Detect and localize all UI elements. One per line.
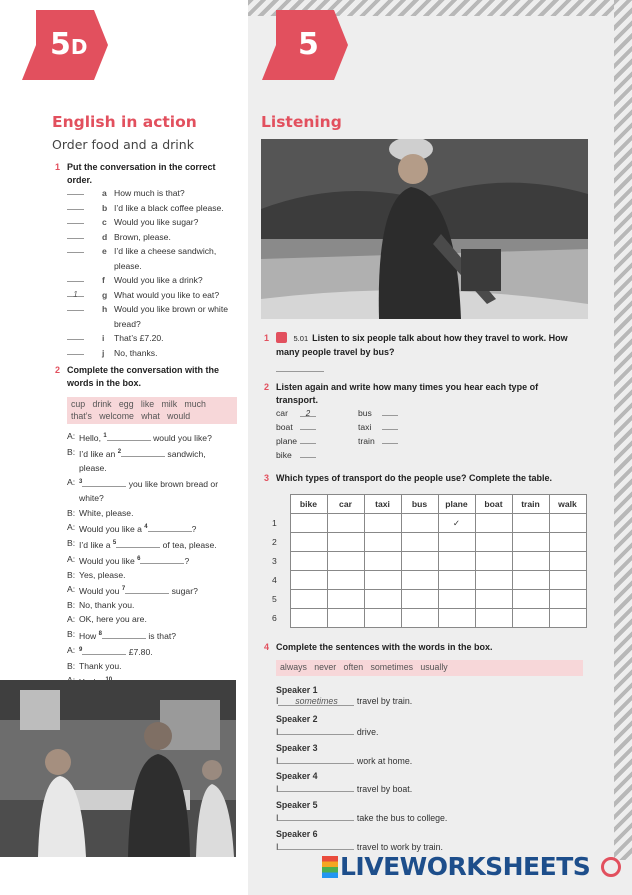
order-item [67,244,242,259]
exercise-1-list [67,186,242,360]
table-cell[interactable] [290,571,327,590]
count-answer-field[interactable] [382,420,398,430]
table-header: car [327,495,364,514]
item-text: That’s £7.20. [114,333,164,343]
transport-table [270,494,587,628]
table-cell[interactable] [364,590,401,609]
table-cell[interactable]: ✓ [438,514,475,533]
dialogue-line: B: Thank you. [67,660,122,671]
table-cell[interactable] [327,590,364,609]
listening-exercise-4: 4 Complete the sentences with the words in the box. [264,642,493,652]
table-cell[interactable] [549,571,586,590]
transport-count-col1 [276,406,316,462]
word-box-right: always never often sometimes usually [276,660,583,676]
liveworksheets-logo: LIVEWORKSHEETS [322,852,621,881]
order-item [67,215,242,230]
order-answer-field[interactable] [67,302,84,311]
table-cell[interactable] [512,514,549,533]
dialogue-line: B: I’d like a $^5$ of tea, please. [67,537,217,550]
item-letter: d [102,231,108,242]
gap-field[interactable] [102,629,146,639]
table-cell[interactable] [438,571,475,590]
table-cell[interactable] [438,552,475,571]
unit-badge-left-label: 5D [50,27,88,62]
answer-field-bus[interactable] [276,358,324,372]
item-text: I’d like a cheese sandwich, [114,246,217,256]
right-stripe [614,0,632,860]
table-cell[interactable] [475,590,512,609]
gap-field[interactable] [125,584,169,594]
order-answer-field[interactable] [67,331,84,340]
item-letter: e [102,246,107,256]
cafe-photo [0,680,236,857]
table-cell[interactable] [512,609,549,628]
table-cell[interactable] [364,552,401,571]
table-cell[interactable] [364,514,401,533]
item-text: What would you like to eat? [114,289,220,300]
dialogue-line: B: White, please. [67,507,134,518]
table-header: bike [290,495,327,514]
table-cell[interactable] [327,571,364,590]
table-cell[interactable] [401,533,438,552]
order-answer-field[interactable] [67,201,84,210]
order-item-cont: please. [114,260,142,271]
order-item [67,331,242,346]
logo-mark-icon [322,856,338,878]
logo-pin-icon [601,857,621,877]
count-answer-field[interactable] [300,448,316,458]
order-item [67,288,242,303]
order-answer-field[interactable] [67,186,84,195]
gap-field[interactable] [121,447,165,457]
count-answer-field[interactable]: 2 [300,407,316,417]
order-answer-field[interactable] [67,346,84,355]
section-title-listening: Listening [261,113,342,131]
order-answer-field[interactable] [67,273,84,282]
table-cell[interactable] [512,571,549,590]
gap-field[interactable] [140,554,184,564]
listening-exercise-3: 3 Which types of transport do the people use? Complete the table. [264,473,553,483]
audio-icon[interactable] [276,332,287,343]
speaker-item: Speaker 3 I work at home. [276,742,413,766]
speaker-item: Speaker 5 I take the bus to college. [276,800,448,824]
order-answer-field[interactable] [67,215,84,224]
speaker-item: Speaker 4 I travel by boat. [276,771,413,795]
item-letter: i [102,333,105,343]
item-text: Would you like sugar? [114,217,199,227]
item-text: No, thanks. [114,347,158,358]
table-cell[interactable] [290,533,327,552]
dialogue-line: A: $^9$ £7.80. [67,644,153,657]
table-cell[interactable] [327,609,364,628]
dialogue-line: A: Would you like a $^4$ ? [67,521,197,534]
table-header: boat [475,495,512,514]
count-answer-field[interactable] [382,406,398,416]
table-cell[interactable] [364,533,401,552]
table-row: 2 [270,533,586,552]
item-letter: b [102,202,108,213]
cyclist-photo [261,139,588,319]
speaker-answer-field[interactable]: sometimes [278,696,354,706]
order-answer-field[interactable] [67,244,84,253]
count-answer-field[interactable] [382,434,398,444]
table-row: 3 [270,552,586,571]
speaker-answer-field[interactable] [278,754,354,764]
table-cell[interactable] [401,571,438,590]
gap-field[interactable] [116,538,160,548]
listening-exercise-1: 1 5.01 Listen to six people talk about how they travel to work. How many people travel by bus? [276,332,576,372]
transport-count-col2 [358,406,398,448]
dialogue-line: B: I’d like an $^2$ sandwich, [67,447,206,459]
table-cell[interactable] [290,590,327,609]
table-cell[interactable] [290,514,327,533]
table-cell[interactable] [475,571,512,590]
table-cell[interactable] [438,533,475,552]
order-item [67,230,242,245]
gap-field[interactable] [148,522,192,532]
order-item [67,201,242,216]
transport-count-row: train [358,434,398,448]
exercise-2-dialogue [67,429,245,689]
dialogue-line: A: Hello, $^1$ would you like? [67,431,212,443]
speaker-item: Speaker 2 I drive. [276,713,379,737]
table-row: 1 ✓ [270,514,586,533]
exercise-1-instruction: 1 Put the conversation in the correct order. [55,162,216,185]
dialogue-line-cont: please. [79,463,107,474]
table-header: walk [549,495,586,514]
order-item-cont: bread? [114,318,141,329]
listening-exercise-2: 2 Listen again and write how many times you hear each type of transport. [264,382,539,405]
table-cell[interactable] [438,609,475,628]
table-cell[interactable] [475,609,512,628]
item-letter: a [102,188,107,198]
table-cell[interactable] [549,514,586,533]
table-header: plane [438,495,475,514]
transport-count-row: taxi [358,420,398,434]
gap-field[interactable] [107,431,151,441]
gap-field[interactable] [82,477,126,487]
transport-count-row: bike [276,448,316,462]
speaker-answer-field[interactable] [278,782,354,792]
table-cell[interactable] [475,533,512,552]
dialogue-line: B: How $^8$ is that? [67,628,177,641]
speaker-item: Speaker 6 I travel to work by train. [276,829,443,852]
table-cell[interactable] [364,571,401,590]
order-item [67,346,242,361]
table-cell[interactable] [327,552,364,571]
count-answer-field[interactable] [300,434,316,444]
table-cell[interactable] [290,552,327,571]
table-cell[interactable] [401,552,438,571]
order-answer-field[interactable] [67,230,84,239]
speaker-item: Speaker 1 I sometimes travel by train. [276,685,413,706]
dialogue-line: B: No, thank you. [67,600,135,611]
speaker-answer-field[interactable] [278,725,354,735]
dialogue-line: A: Would you like $^6$ ? [67,553,190,566]
table-cell[interactable] [475,514,512,533]
item-text: How much is that? [114,188,185,198]
transport-count-row: boat [276,420,316,434]
table-cell[interactable] [512,552,549,571]
item-text: Would you like brown or white [114,304,229,314]
table-cell[interactable] [401,609,438,628]
transport-count-row: plane [276,434,316,448]
item-letter: j [102,347,105,358]
table-cell[interactable] [549,609,586,628]
table-cell[interactable] [401,514,438,533]
table-cell[interactable] [327,514,364,533]
order-item [67,302,242,317]
word-box-left: cup drink egg like milk much that’s welcome what would [67,397,237,424]
table-header: bus [401,495,438,514]
section-title-english-in-action: English in action [52,113,197,131]
table-cell[interactable] [549,533,586,552]
item-text: Would you like a drink? [114,275,203,285]
dialogue-line-cont: white? [79,493,104,504]
table-row: 4 [270,571,586,590]
table-cell[interactable] [364,609,401,628]
transport-count-row: car 2 [276,406,316,420]
table-header: train [512,495,549,514]
table-row: 6 [270,609,586,628]
exercise-2-instruction: 2 Complete the conversation with the words in the box. [55,365,220,388]
table-cell[interactable] [438,590,475,609]
dialogue-line: A: OK, here you are. [67,614,147,625]
gap-field[interactable] [82,645,126,655]
table-cell[interactable] [475,552,512,571]
speaker-answer-field[interactable] [278,840,354,850]
item-letter: f [102,275,105,285]
table-row: 5 [270,590,586,609]
table-header: taxi [364,495,401,514]
table-cell[interactable] [512,590,549,609]
item-text: I’d like a black coffee please. [114,202,224,213]
section-subtitle: Order food and a drink [52,137,194,152]
speaker-answer-field[interactable] [278,811,354,821]
transport-count-row: bus [358,406,398,420]
table-cell[interactable] [327,533,364,552]
item-letter: g [102,289,108,300]
table-cell[interactable] [512,533,549,552]
order-item [67,186,242,201]
dialogue-line: B: Yes, please. [67,569,126,580]
unit-badge-right-label: 5 [298,27,319,62]
dialogue-line: A: Would you $^7$ sugar? [67,584,198,597]
table-cell[interactable] [401,590,438,609]
table-cell[interactable] [290,609,327,628]
table-cell[interactable] [549,552,586,571]
item-letter: h [102,304,108,314]
item-letter: c [102,217,107,227]
dialogue-line: A: $^3$ you like brown bread or [67,477,219,490]
table-cell[interactable] [549,590,586,609]
count-answer-field[interactable] [300,420,316,430]
item-text: Brown, please. [114,231,171,242]
order-item [67,273,242,288]
order-answer-field[interactable]: 1 [67,288,84,297]
